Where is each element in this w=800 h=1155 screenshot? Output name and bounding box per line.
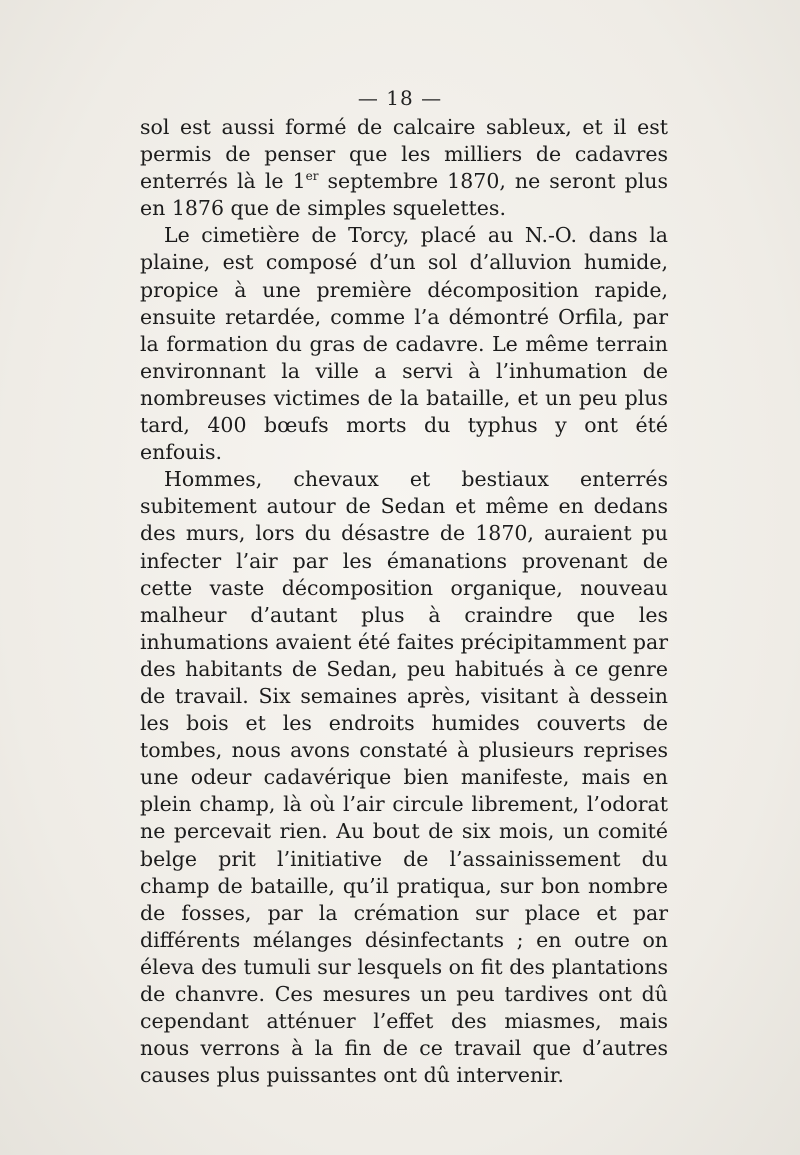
paragraph: [140, 466, 668, 1089]
paragraph-text: Hommes, chevaux et bestiaux enterrés subitement autour de Sedan et même en dedans des murs, lors du désastre de 1870, auraient pu infecter l’air par les émanations provenant de cette vaste décomposition organique, nouveau malheur d’autant plus à craindre que les inhumations avaient été faites précipitamment par des habitants de Sedan, peu habitués à ce genre de travail. Six semaines après, visitant à dessein les bois et les endroits humides couverts de tombes, nous avons constaté à plusieurs reprises une odeur cadavérique bien manifeste, mais en plein champ, là où l’air circule librement, l’odorat ne percevait rien. Au bout de six mois, un comité belge prit l’initiative de l’assainissement du champ de bataille, qu’il pratiqua, sur bon nombre de fosses, par la crémation sur place et par différents mélanges désinfectants ; en outre on éleva des tumuli sur lesquels on fit des plantations de chanvre. Ces mesures un peu tardives ont dû cependant atténuer l’effet des miasmes, mais nous verrons à la fin de ce travail que d’autres causes plus puissantes ont dû intervenir.: [140, 467, 669, 1088]
paragraph: [140, 114, 668, 222]
paragraph-text: Le cimetière de Torcy, placé au N.-O. dans la plaine, est composé d’un sol d’alluvion humide, propice à une première décomposition rapide, ensuite retardée, comme l’a démontré Orfila, par la formation du gras de cadavre. Le même terrain environnant la ville a servi à l’inhumation de nombreuses victimes de la bataille, et un peu plus tard, 400 bœufs morts du typhus y ont été enfouis.: [140, 223, 668, 465]
body-text: [140, 114, 668, 1089]
paragraph-text: sol est aussi formé de calcaire sableux, et il est permis de penser que les milliers de cadavres enterrés là le 1: [140, 115, 668, 194]
paragraph: [140, 222, 668, 466]
paragraph-text: septembre 1870, ne seront plus en 1876 que de simples squelettes.: [140, 169, 668, 221]
superscript-ordinal: er: [305, 169, 319, 184]
page-number: — 18 —: [357, 86, 443, 110]
